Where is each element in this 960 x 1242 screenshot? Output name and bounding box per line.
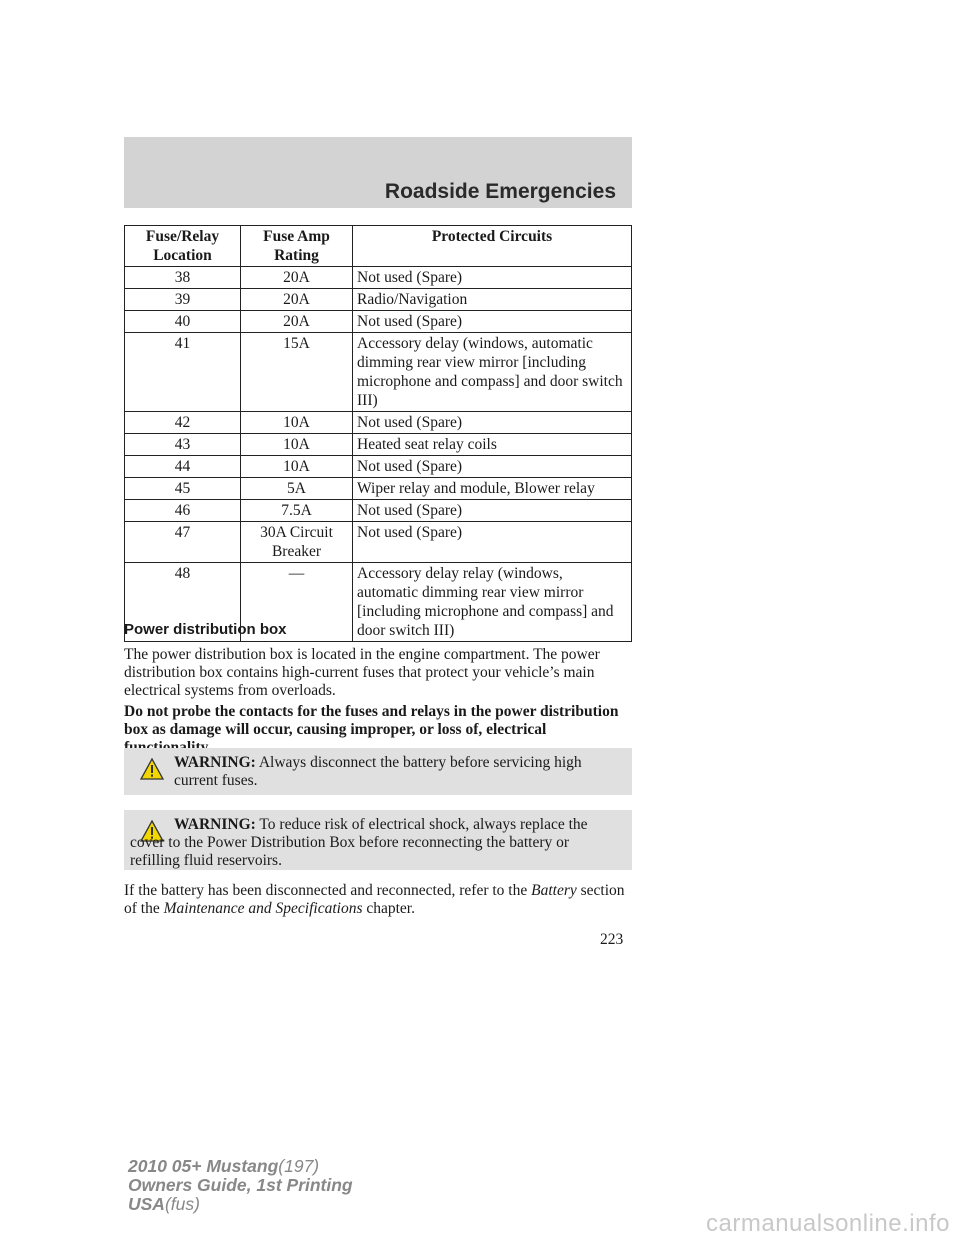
cell-location: 46: [125, 500, 241, 522]
cell-location: 38: [125, 267, 241, 289]
cell-rating: 20A: [241, 267, 353, 289]
cell-location: 40: [125, 311, 241, 333]
cell-rating: 10A: [241, 434, 353, 456]
footer-market: USA: [128, 1194, 165, 1214]
footer-model: 2010 05+ Mustang: [128, 1156, 279, 1176]
cell-circuits: Not used (Spare): [353, 456, 632, 478]
closing-prefix: If the battery has been disconnected and reconnected, refer to the: [124, 882, 528, 899]
power-box-paragraph: The power distribution box is located in the engine compartment. The power distribution box contains high-current fuses that protect your vehicle’s main electrical systems from overloads.: [124, 646, 600, 699]
table-row: [125, 478, 632, 500]
cell-circuits: Not used (Spare): [353, 311, 632, 333]
warning-triangle-icon: [140, 758, 164, 780]
closing-paragraph: [124, 882, 632, 918]
cell-circuits: Not used (Spare): [353, 412, 632, 434]
table-row: [125, 456, 632, 478]
table-row: [125, 434, 632, 456]
table-row: [125, 500, 632, 522]
battery-reference: Battery: [531, 882, 577, 899]
footer-model-code: (197): [278, 1156, 320, 1176]
cell-rating: 7.5A: [241, 500, 353, 522]
table-row: [125, 267, 632, 289]
cell-rating: 10A: [241, 412, 353, 434]
cell-location: 44: [125, 456, 241, 478]
cell-rating: 5A: [241, 478, 353, 500]
col-header-circuits: Protected Circuits: [353, 226, 632, 267]
cell-circuits: Not used (Spare): [353, 522, 632, 563]
cell-rating: 10A: [241, 456, 353, 478]
col-header-location: Fuse/Relay Location: [125, 226, 241, 267]
warning-box-2: [124, 810, 632, 870]
closing-suffix: chapter.: [366, 900, 415, 917]
cell-rating: 20A: [241, 311, 353, 333]
col-header-rating: Fuse Amp Rating: [241, 226, 353, 267]
cell-circuits: Radio/Navigation: [353, 289, 632, 311]
fuse-table: [124, 225, 632, 642]
watermark: carmanualsonline.info: [706, 1210, 950, 1237]
table-row: [125, 311, 632, 333]
warning-label: WARNING:: [174, 816, 256, 833]
warning-box-1: [124, 748, 632, 795]
cell-location: 43: [125, 434, 241, 456]
cell-rating: 30A Circuit Breaker: [241, 522, 353, 563]
table-row: [125, 333, 632, 412]
cell-rating: —: [241, 563, 353, 642]
cell-rating: 15A: [241, 333, 353, 412]
print-footer: [128, 1157, 353, 1214]
cell-location: 41: [125, 333, 241, 412]
warning-text-2: [130, 816, 620, 870]
table-header-row: [125, 226, 632, 267]
cell-location: 45: [125, 478, 241, 500]
table-row: [125, 522, 632, 563]
chapter-reference: Maintenance and Specifications: [163, 900, 363, 917]
section-title: Roadside Emergencies: [384, 180, 616, 203]
cell-location: 42: [125, 412, 241, 434]
table-row: [125, 289, 632, 311]
cell-circuits: Not used (Spare): [353, 500, 632, 522]
cell-rating: 20A: [241, 289, 353, 311]
power-box-heading: Power distribution box: [124, 621, 287, 638]
footer-market-code: (fus): [164, 1194, 200, 1214]
warning-message: Always disconnect the battery before servicing high current fuses.: [174, 754, 582, 789]
table-row: [125, 412, 632, 434]
cell-location: 39: [125, 289, 241, 311]
page-number: 223: [600, 931, 624, 948]
cell-circuits: Heated seat relay coils: [353, 434, 632, 456]
cell-circuits: Accessory delay relay (windows, automatic dimming rear view mirror [including microphone and compass] and door switch III): [353, 563, 632, 642]
cell-circuits: Wiper relay and module, Blower relay: [353, 478, 632, 500]
cell-location: 48: [125, 563, 241, 642]
warning-label: WARNING:: [174, 754, 256, 771]
cell-location: 47: [125, 522, 241, 563]
header-band: [124, 137, 632, 208]
footer-edition: Owners Guide, 1st Printing: [128, 1175, 353, 1195]
warning-message: To reduce risk of electrical shock, always replace the cover to the Power Distribution Box before reconnecting the battery or refilling fluid reservoirs.: [130, 816, 588, 869]
closing-mid: section of the: [124, 882, 625, 917]
power-box-caution: Do not probe the contacts for the fuses and relays in the power distribution box as damage will occur, causing improper, or loss of, electrical: [124, 703, 619, 738]
warning-text-1: [174, 754, 620, 790]
cell-circuits: Accessory delay (windows, automatic dimming rear view mirror [including microphone and compass] and door switch III): [353, 333, 632, 412]
cell-circuits: Not used (Spare): [353, 267, 632, 289]
